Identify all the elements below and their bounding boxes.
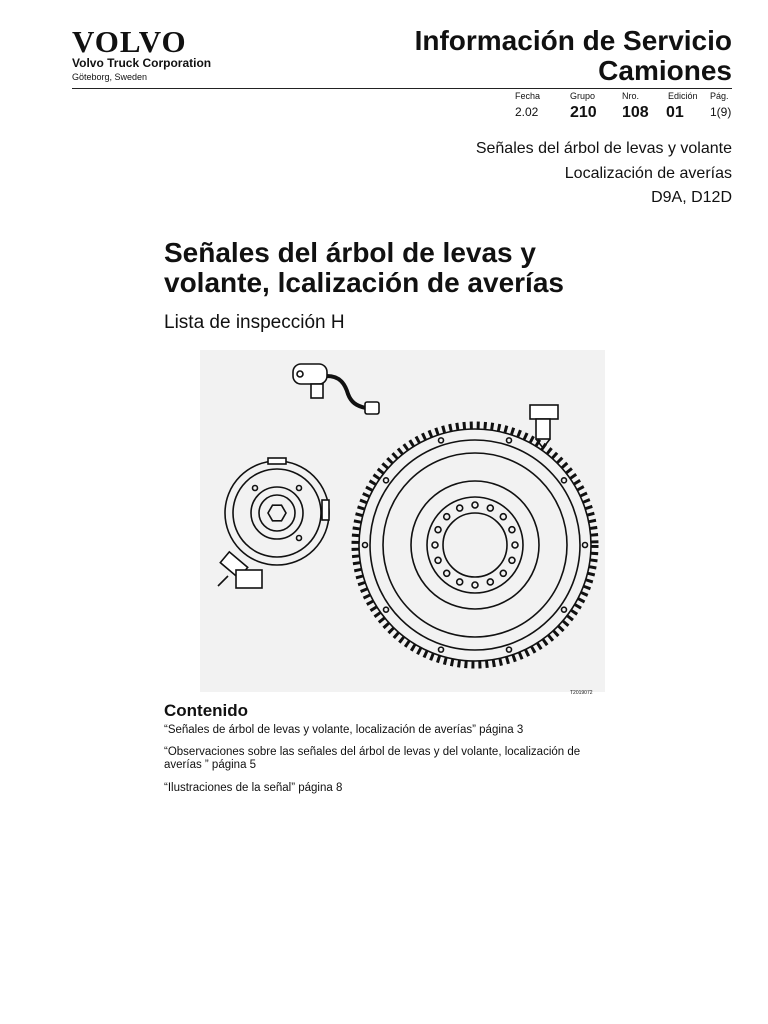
- corporation-city: Göteborg, Sweden: [72, 72, 148, 82]
- bolt-hole: [435, 527, 441, 533]
- camshaft-position-sensor-icon: [218, 552, 262, 588]
- bolt-hole: [472, 502, 478, 508]
- bolt-hole: [439, 647, 444, 652]
- meta-label-grupo: Grupo: [570, 91, 596, 101]
- bolt-hole: [500, 570, 506, 576]
- figure-code: T2019072: [570, 690, 593, 696]
- bolt-hole: [384, 607, 389, 612]
- document-subtitle: [476, 137, 732, 211]
- bolt-hole: [444, 514, 450, 520]
- page-title: [164, 238, 564, 298]
- bolt-hole: [363, 543, 368, 548]
- flywheel-sensor-icon: [530, 405, 558, 448]
- bolt-hole: [487, 505, 493, 511]
- subtitle-line2: Localización de averías: [564, 164, 732, 182]
- meta-label-nro: Nro.: [622, 91, 640, 101]
- meta-value-grupo: 210: [570, 104, 597, 121]
- bolt-hole: [472, 582, 478, 588]
- bolt-hole: [509, 557, 515, 563]
- header-divider: [72, 88, 732, 89]
- bolt-hole: [512, 542, 518, 548]
- page-title-line1: Señales del árbol de levas y: [164, 237, 536, 268]
- document-title: [415, 26, 732, 86]
- contents-item-3: “Ilustraciones de la señal” página 8: [164, 782, 343, 794]
- illustration-drawing: [200, 350, 605, 692]
- bolt-hole: [561, 607, 566, 612]
- contents-item-1: “Señales de árbol de levas y volante, localización de averías” página 3: [164, 724, 524, 736]
- bolt-hole: [457, 505, 463, 511]
- document-title-line2: Camiones: [598, 55, 732, 86]
- bolt-hole: [506, 647, 511, 652]
- bolt-hole: [500, 514, 506, 520]
- volvo-logo: VOLVO: [72, 24, 187, 59]
- contents-item-2-line2: averías ” página 5: [164, 759, 257, 771]
- flywheel-icon: [355, 425, 595, 665]
- bolt-hole: [439, 438, 444, 443]
- bolt-hole: [457, 579, 463, 585]
- bolt-hole: [561, 478, 566, 483]
- document-title-line1: Información de Servicio: [414, 25, 732, 56]
- bolt-hole: [487, 579, 493, 585]
- meta-value-nro: 108: [622, 104, 649, 121]
- bolt-hole: [444, 570, 450, 576]
- subtitle-line3: D9A, D12D: [651, 189, 732, 206]
- subtitle-line1: Señales del árbol de levas y volante: [475, 140, 732, 157]
- meta-value-fecha: 2.02: [515, 105, 539, 119]
- contents-heading: Contenido: [164, 701, 249, 720]
- meta-label-fecha: Fecha: [515, 91, 541, 101]
- bolt-hole: [583, 543, 588, 548]
- meta-label-pag: Pág.: [710, 91, 729, 101]
- camshaft-sensor-icon: [293, 364, 379, 414]
- camshaft-gear-icon: [225, 458, 329, 565]
- contents-item-2-line1: “Observaciones sobre las señales del árbol de levas y del volante, localización de: [164, 746, 581, 758]
- flywheel-camshaft-illustration: [200, 350, 605, 692]
- contents-item-2: [164, 746, 634, 772]
- bolt-hole: [432, 542, 438, 548]
- inspection-list-title: Lista de inspección H: [164, 312, 345, 333]
- bolt-hole: [506, 438, 511, 443]
- meta-value-pag: 1(9): [710, 105, 732, 119]
- bolt-hole: [384, 478, 389, 483]
- meta-value-edicion: 01: [666, 104, 684, 121]
- corporation-name: Volvo Truck Corporation: [72, 56, 212, 70]
- meta-label-edicion: Edición: [668, 91, 698, 101]
- page-title-line2: volante, lcalización de averías: [164, 267, 564, 298]
- bolt-hole: [509, 527, 515, 533]
- bolt-hole: [435, 557, 441, 563]
